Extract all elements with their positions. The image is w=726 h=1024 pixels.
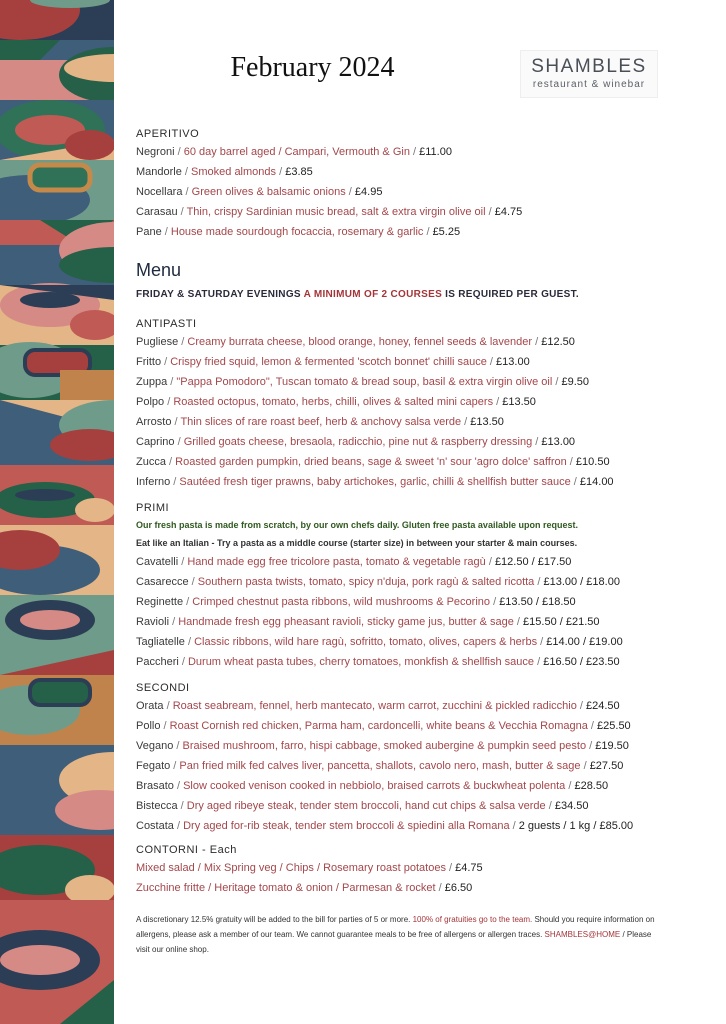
- item-description: Slow cooked venison cooked in nebbiolo, braised carrots & buckwheat polenta: [183, 780, 566, 792]
- item-name: Pane: [136, 226, 162, 238]
- item-price: £28.50: [574, 780, 609, 792]
- notice-highlight: A MINIMUM OF 2 COURSES: [303, 289, 443, 300]
- antipasti-list: [136, 332, 696, 492]
- shambles-at-home-link[interactable]: SHAMBLES@HOME: [544, 930, 621, 939]
- separator: /: [178, 556, 188, 568]
- item-description: Thin slices of rare roast beef, herb & anchovy salsa verde: [180, 416, 462, 428]
- separator: /: [183, 596, 193, 608]
- menu-item: [136, 858, 696, 878]
- separator: /: [160, 720, 170, 732]
- item-description: Classic ribbons, wild hare ragù, sofritto, tomato, olives, capers & herbs: [194, 636, 538, 648]
- separator: /: [181, 166, 192, 178]
- item-price: £13.00 / £18.00: [543, 576, 620, 588]
- item-description: Crimped chestnut pasta ribbons, wild mushrooms & Pecorino: [192, 596, 491, 608]
- gratuity-text: A discretionary 12.5% gratuity will be added to the bill for parties of 5 or more.: [136, 915, 413, 924]
- item-price: £10.50: [575, 456, 610, 468]
- menu-item: [136, 182, 696, 202]
- item-price: £11.00: [419, 146, 452, 158]
- item-description: Hand made egg free tricolore pasta, tomato & vegetable ragù: [187, 556, 486, 568]
- item-price: £13.00: [541, 436, 576, 448]
- gratuity-team-text: 100% of gratuities go to the team.: [412, 915, 533, 924]
- menu-item: [136, 776, 696, 796]
- notice-part: IS REQUIRED PER GUEST.: [442, 289, 579, 300]
- item-price: £4.75: [455, 862, 483, 874]
- separator: /: [170, 760, 180, 772]
- item-description: House made sourdough focaccia, rosemary & garlic: [170, 226, 424, 238]
- section-heading-antipasti: ANTIPASTI: [136, 318, 197, 330]
- menu-item: [136, 816, 696, 836]
- item-name: Polpo: [136, 396, 165, 408]
- minimum-courses-notice: [136, 286, 696, 304]
- item-price: £13.50: [470, 416, 504, 428]
- item-name: Carasau: [136, 206, 178, 218]
- item-price: £13.00: [496, 356, 530, 368]
- separator: /: [509, 820, 519, 832]
- menu-item: [136, 716, 696, 736]
- separator: /: [534, 656, 544, 668]
- item-description: Braised mushroom, farro, hispi cabbage, smoked aubergine & pumpkin seed pesto: [182, 740, 587, 752]
- menu-item: [136, 352, 696, 372]
- separator: /: [486, 356, 497, 368]
- menu-item: [136, 142, 696, 162]
- menu-item: [136, 332, 696, 352]
- menu-item: [136, 432, 696, 452]
- separator: /: [565, 780, 575, 792]
- item-price: £4.95: [354, 186, 383, 198]
- item-description: Thin, crispy Sardinian music bread, salt & extra virgin olive oil: [186, 206, 486, 218]
- separator: /: [178, 336, 188, 348]
- separator: /: [177, 800, 187, 812]
- item-price: £34.50: [554, 800, 589, 812]
- item-price: £12.50: [541, 336, 575, 348]
- eat-like-italian-note: Eat like an Italian - Try a pasta as a middle course (starter size) in between your starter & main courses.: [136, 538, 578, 548]
- separator: /: [485, 206, 495, 218]
- separator: /: [171, 416, 181, 428]
- item-price: £13.50: [502, 396, 536, 408]
- menu-item: [136, 652, 696, 672]
- item-name: Negroni: [136, 146, 175, 158]
- online-shop-text: / Please visit our online shop.: [136, 930, 652, 954]
- item-name: Vegano: [136, 740, 174, 752]
- item-name: Fegato: [136, 760, 171, 772]
- separator: /: [445, 862, 456, 874]
- item-name: Costata: [136, 820, 174, 832]
- contorni-list: [136, 858, 696, 898]
- item-name: Orata: [136, 700, 164, 712]
- item-description: Handmade fresh egg pheasant ravioli, sticky game jus, butter & sage: [178, 616, 514, 628]
- separator: /: [188, 576, 198, 588]
- menu-item: [136, 472, 696, 492]
- item-description: Roast seabream, fennel, herb mantecato, warm carrot, zucchini & pickled radicchio: [172, 700, 577, 712]
- item-price: £14.00 / £19.00: [546, 636, 623, 648]
- separator: /: [545, 800, 555, 812]
- separator: /: [276, 166, 286, 178]
- item-description: 60 day barrel aged / Campari, Vermouth & Gin: [183, 146, 410, 158]
- item-description: Roast Cornish red chicken, Parma ham, cardoncelli, white beans & Vecchia Romagna: [169, 720, 588, 732]
- separator: /: [163, 700, 173, 712]
- item-description: Southern pasta twists, tomato, spicy n'duja, pork ragù & salted ricotta: [197, 576, 535, 588]
- separator: /: [348, 186, 355, 198]
- section-heading-contorni: CONTORNI - Each: [136, 844, 237, 856]
- separator: /: [435, 882, 445, 894]
- decorative-pattern-sidebar: [0, 0, 114, 1024]
- menu-item: [136, 392, 696, 412]
- item-price: £24.50: [586, 700, 620, 712]
- separator: /: [182, 186, 192, 198]
- item-description: Smoked almonds: [191, 166, 277, 178]
- menu-item: [136, 878, 696, 898]
- secondi-list: [136, 696, 696, 836]
- separator: /: [423, 226, 433, 238]
- item-description: Roasted octopus, tomato, herbs, chilli, olives & salted mini capers: [173, 396, 494, 408]
- menu-item: [136, 796, 696, 816]
- separator: /: [177, 206, 187, 218]
- item-description: "Pappa Pomodoro", Tuscan tomato & bread soup, basil & extra virgin olive oil: [176, 376, 553, 388]
- separator: /: [586, 740, 596, 752]
- page-title: February 2024: [230, 52, 395, 83]
- item-description: Pan fried milk fed calves liver, pancetta, shallots, cavolo nero, mash, butter & sage: [179, 760, 581, 772]
- aperitivo-list: [136, 142, 696, 242]
- separator: /: [461, 416, 471, 428]
- item-price: £5.25: [432, 226, 461, 238]
- separator: /: [566, 456, 576, 468]
- separator: /: [409, 146, 420, 158]
- separator: /: [169, 616, 179, 628]
- separator: /: [576, 700, 586, 712]
- menu-item: [136, 412, 696, 432]
- item-price: 2 guests / 1 kg / £85.00: [518, 820, 634, 832]
- separator: /: [174, 436, 184, 448]
- separator: /: [164, 396, 174, 408]
- item-price: £12.50 / £17.50: [494, 556, 572, 568]
- item-name: Paccheri: [136, 656, 179, 668]
- menu-item: [136, 612, 696, 632]
- item-name: Zucca: [136, 456, 166, 468]
- item-price: £4.75: [494, 206, 523, 218]
- separator: /: [161, 226, 171, 238]
- item-description: Dry aged for-rib steak, tender stem broccoli & spiedini alla Romana: [183, 820, 510, 832]
- item-name: Ravioli: [136, 616, 170, 628]
- item-name: Pugliese: [136, 336, 179, 348]
- menu-item: [136, 632, 696, 652]
- separator: /: [552, 376, 562, 388]
- item-name: Inferno: [136, 476, 171, 488]
- separator: /: [532, 336, 542, 348]
- item-price: £15.50 / £21.50: [523, 616, 600, 628]
- logo-name: SHAMBLES: [531, 56, 647, 77]
- separator: /: [173, 740, 183, 752]
- item-name: Nocellara: [136, 186, 183, 198]
- separator: /: [570, 476, 580, 488]
- item-price: £27.50: [589, 760, 624, 772]
- separator: /: [167, 376, 177, 388]
- item-name: Caprino: [136, 436, 175, 448]
- menu-item: [136, 552, 696, 572]
- item-name: Pollo: [136, 720, 161, 732]
- separator: /: [493, 396, 503, 408]
- item-description: Green olives & balsamic onions: [191, 186, 349, 198]
- separator: /: [587, 720, 598, 732]
- separator: /: [170, 476, 180, 488]
- menu-item: [136, 572, 696, 592]
- separator: /: [513, 616, 524, 628]
- item-description: Crispy fried squid, lemon & fermented 'scotch bonnet' chilli sauce: [170, 356, 487, 368]
- menu-item: [136, 756, 696, 776]
- item-name: Fritto: [136, 356, 162, 368]
- item-name: Cavatelli: [136, 556, 179, 568]
- section-heading-primi: PRIMI: [136, 502, 170, 514]
- item-description: Durum wheat pasta tubes, cherry tomatoes, monkfish & shellfish sauce: [187, 656, 535, 668]
- footer-note: [136, 912, 656, 957]
- item-name: Reginette: [136, 596, 184, 608]
- item-description: Mixed salad / Mix Spring veg / Chips / Rosemary roast potatoes: [136, 862, 446, 874]
- separator: /: [165, 456, 176, 468]
- item-description: Creamy burrata cheese, blood orange, honey, fennel seeds & lavender: [187, 336, 533, 348]
- separator: /: [161, 356, 171, 368]
- separator: /: [532, 436, 542, 448]
- item-description: Sautéed fresh tiger prawns, baby artichokes, garlic, chilli & shellfish butter sauce: [179, 476, 571, 488]
- logo-subtitle: restaurant & winebar: [532, 79, 646, 90]
- item-price: £19.50: [595, 740, 629, 752]
- item-price: £25.50: [597, 720, 631, 732]
- item-description: Dry aged ribeye steak, tender stem broccoli, hand cut chips & salsa verde: [186, 800, 546, 812]
- item-name: Casarecce: [136, 576, 189, 588]
- item-price: £16.50 / £23.50: [543, 656, 620, 668]
- separator: /: [580, 760, 590, 772]
- item-price: £6.50: [444, 882, 473, 894]
- notice-part: FRIDAY & SATURDAY EVENINGS: [136, 289, 304, 300]
- item-name: Zuppa: [136, 376, 168, 388]
- item-name: Tagliatelle: [136, 636, 185, 648]
- section-heading-secondi: SECONDI: [136, 682, 190, 694]
- separator: /: [534, 576, 544, 588]
- item-description: Grilled goats cheese, bresaola, radicchio, pine nut & raspberry dressing: [183, 436, 533, 448]
- item-price: £14.00: [579, 476, 614, 488]
- fresh-pasta-note: Our fresh pasta is made from scratch, by our own chefs daily. Gluten free pasta available upon request.: [136, 520, 578, 530]
- item-description: Roasted garden pumpkin, dried beans, sage & sweet 'n' sour 'agro dolce' saffron: [175, 456, 567, 468]
- shambles-logo: [520, 50, 658, 98]
- item-name: Brasato: [136, 780, 174, 792]
- separator: /: [178, 656, 188, 668]
- section-heading-aperitivo: APERITIVO: [136, 128, 200, 140]
- separator: /: [490, 596, 500, 608]
- menu-item: [136, 736, 696, 756]
- menu-title: Menu: [136, 260, 182, 280]
- menu-item: [136, 452, 696, 472]
- item-name: Arrosto: [136, 416, 172, 428]
- separator: /: [537, 636, 547, 648]
- separator: /: [173, 820, 184, 832]
- item-name: Bistecca: [136, 800, 178, 812]
- menu-item: [136, 222, 696, 242]
- menu-item: [136, 696, 696, 716]
- item-price: £3.85: [285, 166, 313, 178]
- menu-item: [136, 372, 696, 392]
- item-name: Mandorle: [136, 166, 182, 178]
- menu-item: [136, 162, 696, 182]
- menu-item: [136, 592, 696, 612]
- separator: /: [173, 780, 184, 792]
- separator: /: [174, 146, 184, 158]
- allergen-text: Should you require information on allergens, please ask a member of our team. We cannot guarantee meals to be free of allergens or allergen traces.: [136, 915, 655, 939]
- separator: /: [485, 556, 495, 568]
- primi-list: [136, 552, 696, 672]
- item-description: Zucchine fritte / Heritage tomato & onion / Parmesan & rocket: [136, 882, 436, 894]
- item-price: £13.50 / £18.50: [499, 596, 576, 608]
- item-price: £9.50: [561, 376, 589, 388]
- menu-item: [136, 202, 696, 222]
- menu-content: [136, 126, 696, 957]
- separator: /: [184, 636, 195, 648]
